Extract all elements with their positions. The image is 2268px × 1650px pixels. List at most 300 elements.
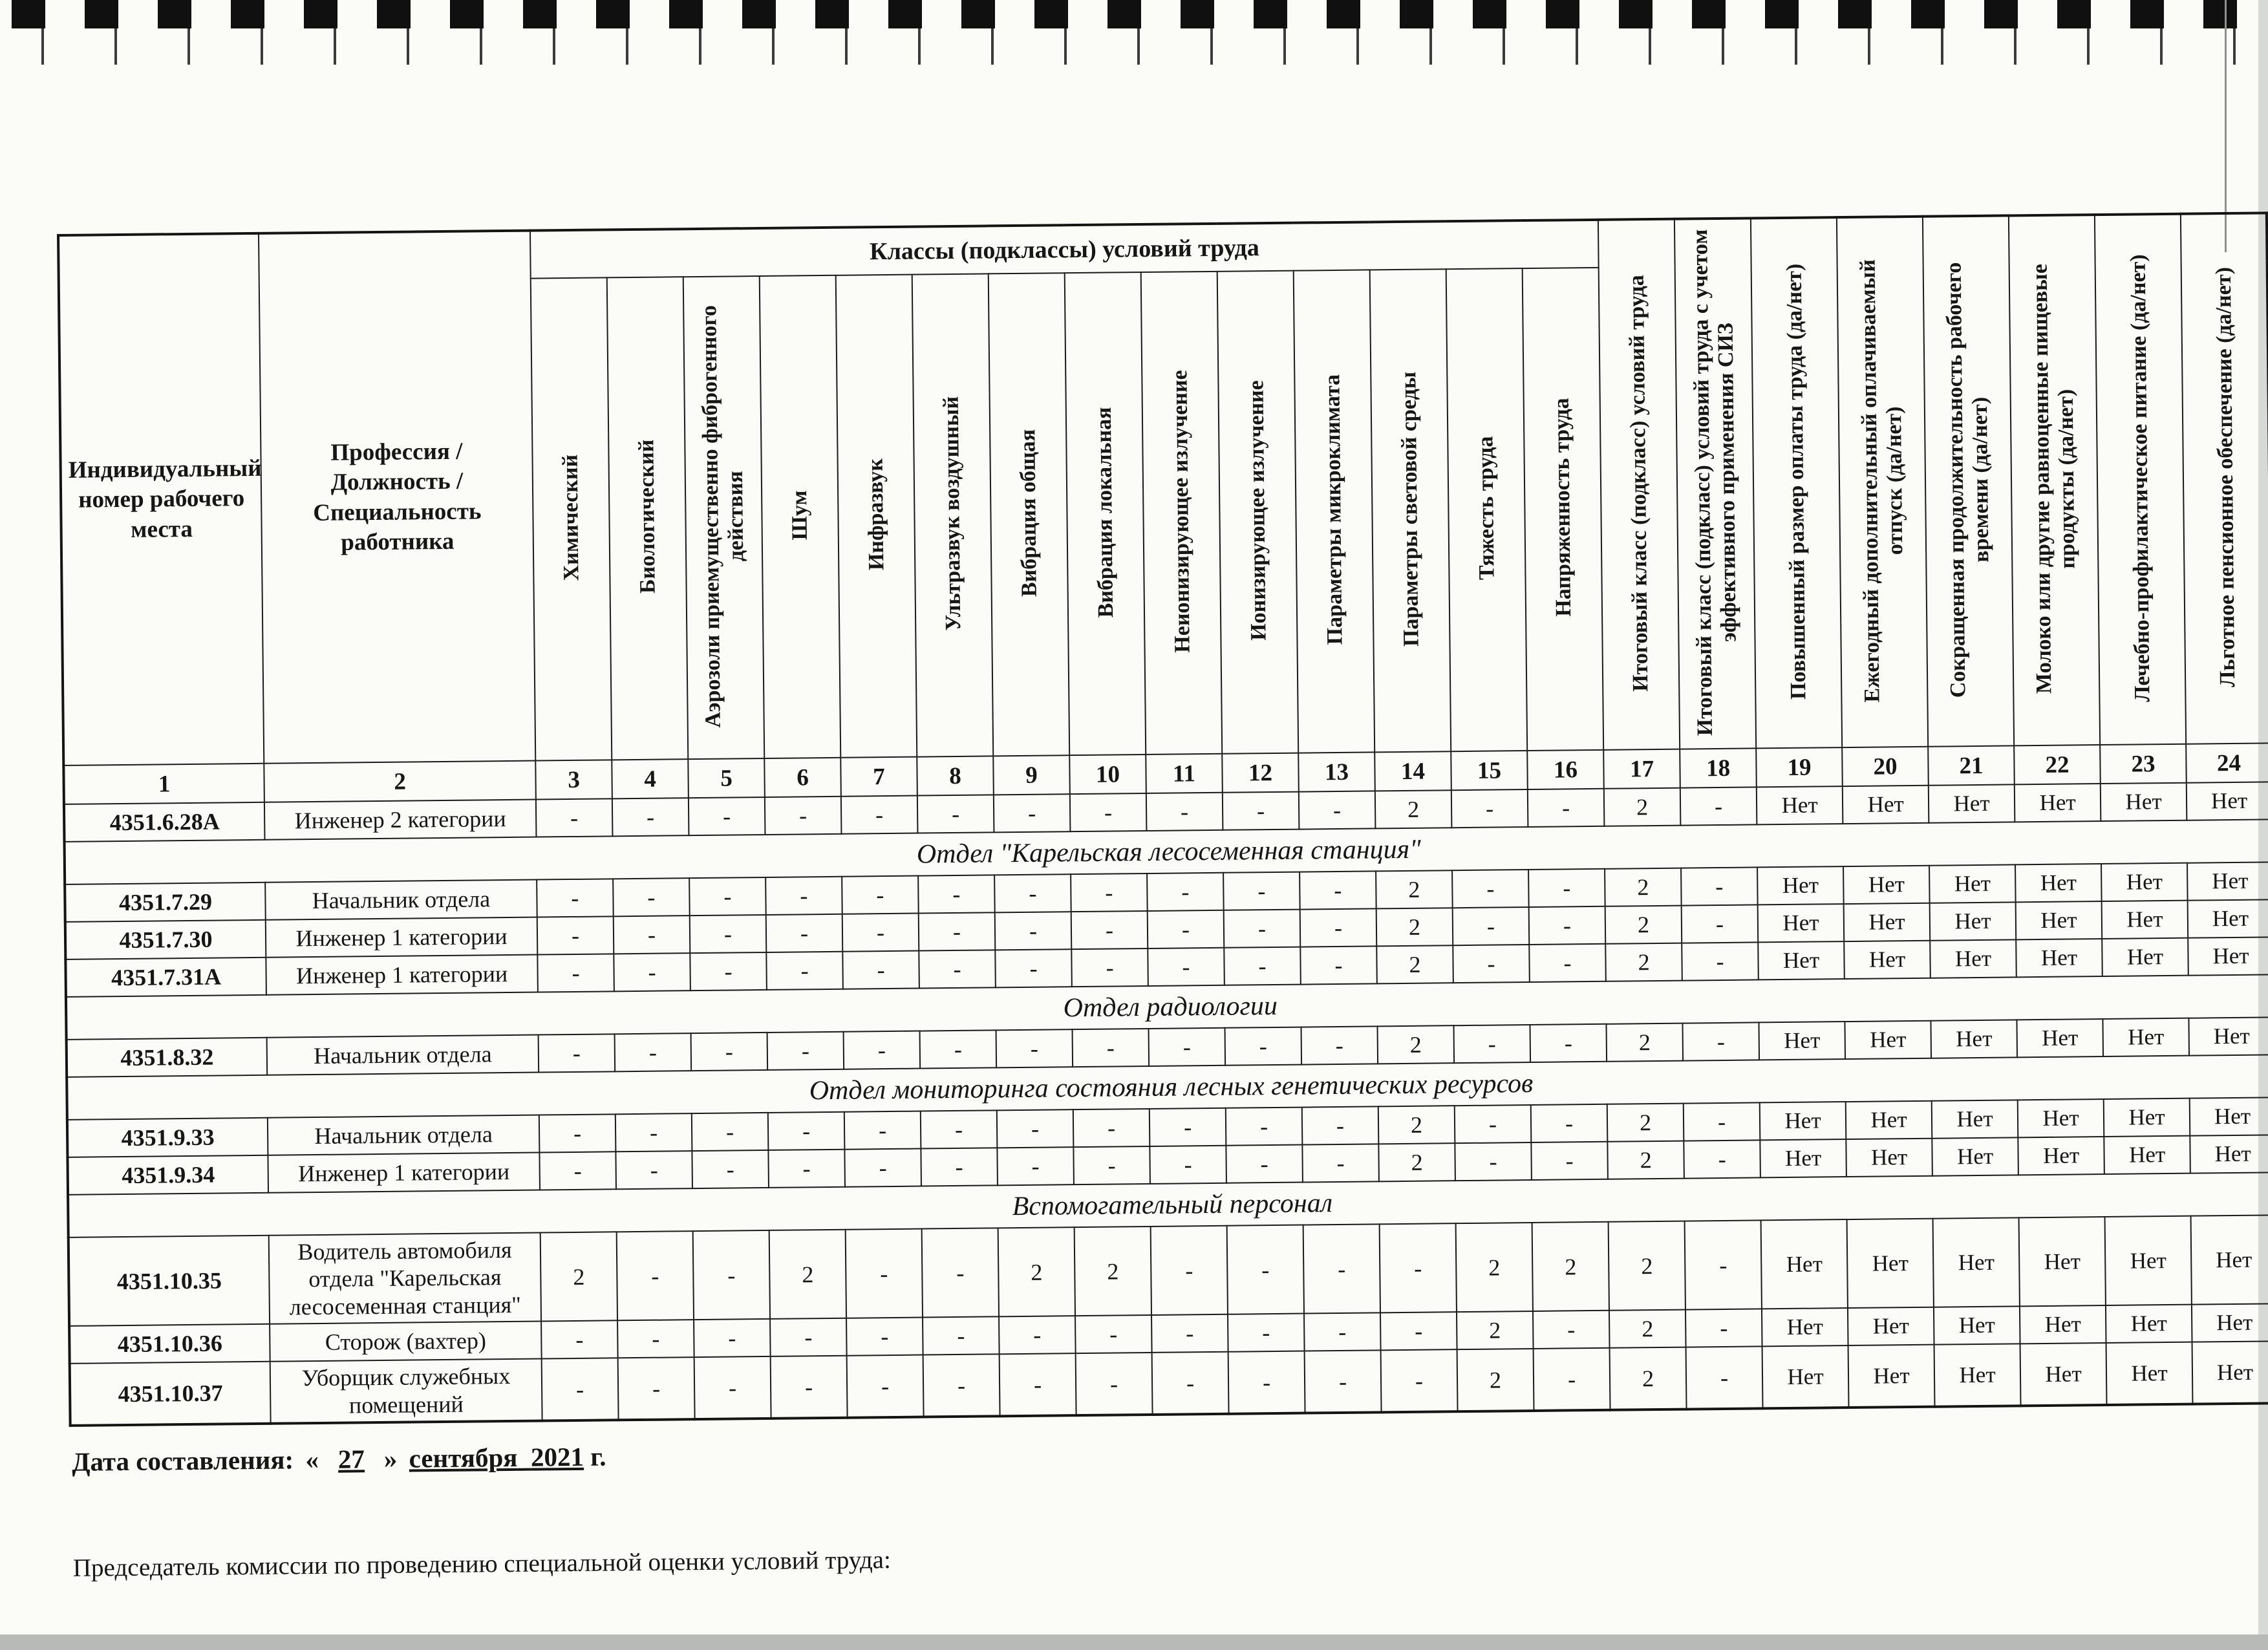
benefit-cell: Нет — [1843, 786, 1929, 824]
benefit-cell: Нет — [2188, 899, 2268, 938]
class-value-cell: - — [1150, 1108, 1226, 1146]
benefit-cell: Нет — [2019, 1217, 2106, 1307]
class-value-cell: - — [1223, 792, 1300, 830]
column-number-cell: 6 — [764, 758, 841, 797]
benefit-cell: Нет — [1845, 1021, 1932, 1059]
class-value-cell: 2 — [1378, 1025, 1455, 1064]
class-value-cell: - — [1073, 1109, 1150, 1147]
class-value-cell: - — [1684, 1102, 1760, 1141]
benefit-cell: Нет — [1844, 903, 1931, 941]
header-profession: Профессия / Должность / Специальность работника — [259, 231, 535, 764]
class-value-cell: - — [1305, 1351, 1382, 1413]
class-value-cell: - — [541, 1321, 618, 1359]
class-value-cell: - — [1380, 1312, 1457, 1351]
class-value-cell: - — [1452, 870, 1529, 908]
class-value-cell: - — [537, 954, 614, 992]
header-final-class: Итоговый класс (подкласс) условий труда — [1598, 219, 1680, 750]
class-value-cell: - — [842, 876, 919, 914]
class-value-cell: - — [768, 1150, 845, 1188]
benefit-cell: Нет — [2189, 1017, 2268, 1055]
class-value-cell: 2 — [1376, 870, 1453, 908]
class-value-cell: - — [1071, 911, 1148, 949]
class-value-cell: - — [999, 1316, 1076, 1355]
workplace-id-cell: 4351.8.32 — [67, 1038, 268, 1077]
class-value-cell: - — [1380, 1223, 1457, 1313]
benefit-cell: Нет — [1934, 1307, 2020, 1345]
workplace-id-cell: 4351.10.35 — [69, 1236, 270, 1327]
profession-cell: Инженер 1 категории — [266, 955, 538, 995]
class-value-cell: - — [615, 1151, 692, 1189]
class-value-cell: - — [615, 1033, 692, 1071]
column-number-cell: 24 — [2186, 743, 2268, 782]
column-number-cell: 9 — [993, 755, 1070, 795]
class-value-cell: 2 — [1607, 1104, 1684, 1142]
class-value-cell: - — [995, 949, 1072, 987]
class-value-cell: 2 — [1456, 1223, 1533, 1312]
class-value-cell: - — [920, 1030, 997, 1068]
header-reduced-hours: Сокращенная продолжительность рабочего времени (да/нет) — [1923, 215, 2014, 746]
class-value-cell: - — [1228, 1351, 1305, 1414]
class-value-cell: - — [765, 877, 842, 915]
header-vibration-local: Вибрация локальная — [1065, 272, 1146, 755]
class-value-cell: - — [617, 1231, 694, 1321]
class-value-cell: - — [1451, 789, 1528, 828]
class-value-cell: 2 — [769, 1230, 846, 1320]
scan-bottom-edge — [0, 1634, 2268, 1650]
class-value-cell: 2 — [1607, 1141, 1684, 1179]
profession-cell: Инженер 1 категории — [268, 1153, 540, 1193]
class-value-cell: - — [1453, 907, 1530, 945]
benefit-cell: Нет — [2016, 901, 2102, 939]
class-value-cell: - — [1534, 1348, 1610, 1411]
class-value-cell: 2 — [1610, 1347, 1687, 1410]
sout-results-table — [57, 211, 2268, 1427]
workplace-id-cell: 4351.6.28А — [64, 802, 265, 842]
header-infrasound: Инфразвук — [836, 275, 917, 758]
class-value-cell: - — [539, 1034, 615, 1072]
header-nonionizing-radiation: Неионизирующее излучение — [1141, 272, 1223, 755]
benefit-cell: Нет — [2106, 1305, 2192, 1343]
benefit-cell: Нет — [1848, 1307, 1934, 1345]
benefit-cell: Нет — [1757, 786, 1843, 824]
profession-cell: Сторож (вахтер) — [270, 1322, 542, 1362]
benefit-cell: Нет — [2104, 1136, 2190, 1174]
class-value-cell: - — [1381, 1350, 1458, 1413]
class-value-cell: - — [1146, 793, 1223, 831]
class-value-cell: - — [766, 952, 843, 990]
class-value-cell: - — [1531, 1142, 1608, 1180]
benefit-cell: Нет — [2103, 1018, 2190, 1056]
class-value-cell: - — [689, 877, 766, 916]
class-value-cell: - — [537, 879, 614, 917]
column-number-cell: 13 — [1298, 752, 1375, 791]
class-value-cell: - — [691, 1033, 768, 1071]
class-value-cell: - — [1148, 948, 1225, 986]
class-value-cell: 2 — [1532, 1222, 1609, 1312]
class-value-cell: - — [612, 798, 689, 836]
class-value-cell: - — [1148, 910, 1225, 948]
class-value-cell: - — [689, 797, 765, 835]
benefit-cell: Нет — [2018, 1099, 2104, 1137]
class-value-cell: - — [1530, 1024, 1607, 1062]
header-labor-intensity: Напряженность труда — [1523, 268, 1604, 751]
class-value-cell: - — [844, 1149, 921, 1187]
class-value-cell: 2 — [1375, 790, 1452, 828]
class-value-cell: 2 — [1609, 1221, 1685, 1311]
header-final-class-siz: Итоговый класс (подкласс) условий труда с учетом эффективного применения СИЗ — [1674, 218, 1756, 749]
column-number-cell: 21 — [1928, 745, 2015, 785]
benefit-cell: Нет — [1847, 1219, 1934, 1309]
class-value-cell: 2 — [1376, 908, 1453, 946]
benefit-cell: Нет — [2190, 1135, 2268, 1173]
class-value-cell: - — [1533, 1311, 1610, 1349]
class-value-cell: - — [542, 1358, 619, 1421]
benefit-cell: Нет — [2188, 937, 2268, 975]
class-value-cell: - — [1684, 1140, 1760, 1178]
class-value-cell: - — [1455, 1105, 1532, 1143]
class-value-cell: - — [690, 915, 767, 953]
class-value-cell: - — [917, 795, 994, 833]
class-value-cell: - — [922, 1228, 999, 1318]
profession-cell: Начальник отдела — [267, 1035, 539, 1075]
header-additional-leave: Ежегодный дополнительный оплачиваемый отпуск (да/нет) — [1837, 217, 1928, 747]
header-light-environment: Параметры световой среды — [1370, 269, 1451, 752]
benefit-cell: Нет — [1843, 866, 1930, 904]
chairman-line: Председатель комиссии по проведению специальной оценки условий труда: — [72, 1546, 892, 1583]
benefit-cell: Нет — [1932, 1100, 2018, 1138]
class-value-cell: 2 — [998, 1227, 1075, 1317]
class-value-cell: - — [842, 914, 919, 952]
class-value-cell: 2 — [540, 1232, 617, 1322]
class-value-cell: - — [694, 1319, 771, 1357]
class-value-cell: - — [1224, 910, 1301, 948]
class-value-cell: - — [1680, 787, 1757, 825]
class-value-cell: - — [766, 914, 843, 952]
class-value-cell: 2 — [1605, 868, 1682, 906]
class-value-cell: - — [1685, 1309, 1762, 1347]
header-milk-products: Молоко или другие равноценные пищевые продукты (да/нет) — [2009, 215, 2100, 745]
benefit-cell: Нет — [2104, 1098, 2190, 1137]
class-value-cell: - — [690, 952, 767, 991]
workplace-id-cell: 4351.10.36 — [69, 1324, 270, 1364]
benefit-cell: Нет — [1930, 939, 2017, 978]
class-value-cell: - — [539, 1152, 616, 1190]
class-value-cell: - — [1223, 872, 1300, 910]
class-value-cell: - — [771, 1356, 848, 1419]
class-value-cell: - — [1686, 1347, 1763, 1409]
class-value-cell: - — [1682, 905, 1759, 943]
section-header: Отдел мониторинга состояния лесных генетических ресурсов — [67, 1055, 2268, 1120]
class-value-cell: - — [1681, 867, 1758, 905]
class-value-cell: - — [1071, 948, 1148, 987]
profession-cell: Инженер 1 категории — [266, 917, 538, 958]
class-value-cell: - — [919, 950, 996, 988]
class-value-cell: - — [1531, 1104, 1608, 1142]
benefit-cell: Нет — [2101, 863, 2188, 901]
class-value-cell: - — [613, 878, 690, 916]
column-number-cell: 12 — [1222, 753, 1299, 793]
benefit-cell: Нет — [2191, 1215, 2268, 1305]
class-value-cell: - — [1226, 1145, 1303, 1183]
class-value-cell: - — [765, 797, 842, 835]
class-value-cell: - — [923, 1355, 1000, 1417]
class-value-cell: 2 — [1378, 1106, 1455, 1144]
header-labor-severity: Тяжесть труда — [1446, 268, 1528, 751]
class-value-cell: - — [997, 1147, 1074, 1185]
class-value-cell: - — [841, 796, 918, 834]
benefit-cell: Нет — [2102, 938, 2188, 976]
column-number-cell: 7 — [840, 757, 917, 797]
benefit-cell: Нет — [1929, 784, 2015, 822]
class-value-cell: - — [1300, 946, 1377, 984]
profession-cell: Водитель автомобиля отдела "Карельская лесосеменная станция" — [269, 1233, 541, 1325]
class-value-cell: 2 — [1075, 1227, 1151, 1316]
header-preferential-pension: Льготное пенсионное обеспечение (да/нет) — [2181, 213, 2268, 744]
class-value-cell: - — [921, 1148, 998, 1186]
benefit-cell: Нет — [2187, 862, 2268, 900]
class-value-cell: - — [847, 1355, 924, 1418]
column-number-cell: 15 — [1451, 751, 1528, 790]
column-number-cell: 20 — [1842, 747, 1929, 786]
class-value-cell: - — [1528, 789, 1605, 827]
class-value-cell: - — [1304, 1313, 1381, 1351]
class-value-cell: - — [770, 1318, 847, 1356]
class-value-cell: - — [614, 916, 690, 954]
class-value-cell: - — [842, 951, 919, 989]
column-number-cell: 11 — [1146, 754, 1223, 793]
header-vibration-general: Вибрация общая — [989, 273, 1070, 756]
header-biological: Биологический — [607, 277, 689, 760]
class-value-cell: 2 — [1609, 1310, 1686, 1348]
spiral-binding — [0, 0, 2268, 70]
table-body — [64, 782, 2268, 1426]
column-number-cell: 2 — [264, 761, 536, 802]
class-value-cell: - — [1529, 944, 1606, 982]
table-header — [58, 213, 2268, 804]
benefit-cell: Нет — [2018, 1137, 2104, 1175]
benefit-cell: Нет — [2192, 1304, 2268, 1342]
benefit-cell: Нет — [1760, 1102, 1846, 1140]
class-value-cell: - — [1454, 1025, 1531, 1063]
benefit-cell: Нет — [2187, 782, 2268, 820]
workplace-id-cell: 4351.7.30 — [65, 920, 266, 959]
class-value-cell: - — [617, 1320, 694, 1358]
class-value-cell: - — [1151, 1226, 1228, 1316]
benefit-cell: Нет — [2106, 1342, 2193, 1405]
class-value-cell: - — [536, 798, 613, 837]
class-value-cell: - — [1000, 1354, 1076, 1417]
class-value-cell: 2 — [1607, 1023, 1684, 1062]
class-value-cell: 2 — [1457, 1349, 1534, 1411]
class-value-cell: - — [1226, 1108, 1303, 1146]
workplace-id-cell: 4351.9.34 — [67, 1155, 268, 1195]
date-month-year: сентября 2021 — [409, 1442, 584, 1473]
header-workplace-id: Индивидуальный номер рабочего места — [58, 233, 264, 766]
document-page — [57, 211, 2268, 1583]
class-value-cell: - — [1151, 1314, 1228, 1353]
benefit-cell: Нет — [2102, 901, 2188, 939]
class-value-cell: - — [1300, 908, 1377, 947]
header-ultrasound: Ультразвук воздушный — [912, 273, 994, 756]
header-ionizing-radiation: Ионизирующее излучение — [1217, 271, 1299, 754]
benefit-cell: Нет — [1844, 941, 1931, 979]
benefit-cell: Нет — [2017, 1019, 2104, 1057]
column-number-cell: 4 — [612, 759, 689, 798]
class-value-cell: - — [1224, 947, 1301, 985]
class-value-cell: - — [1073, 1146, 1150, 1184]
class-value-cell: - — [1685, 1220, 1762, 1310]
header-noise: Шум — [760, 275, 841, 758]
class-value-cell: - — [1301, 1026, 1378, 1064]
benefit-cell: Нет — [2016, 939, 2102, 977]
workplace-id-cell: 4351.7.29 — [65, 883, 266, 922]
benefit-cell: Нет — [2020, 1343, 2107, 1406]
column-number-cell: 14 — [1375, 751, 1451, 791]
workplace-id-cell: 4351.7.31А — [65, 958, 266, 997]
section-header: Отдел "Карельская лесосеменная станция" — [65, 819, 2268, 884]
profession-cell: Уборщик служебных помещений — [270, 1359, 542, 1424]
benefit-cell: Нет — [2192, 1342, 2268, 1404]
class-value-cell: - — [1453, 945, 1530, 983]
class-value-cell: - — [1070, 793, 1147, 831]
benefit-cell: Нет — [1931, 1020, 2018, 1058]
header-microclimate: Параметры микроклимата — [1294, 270, 1375, 753]
class-value-cell: - — [995, 912, 1072, 950]
benefit-cell: Нет — [1846, 1101, 1932, 1139]
class-value-cell: - — [1529, 906, 1606, 945]
class-value-cell: - — [844, 1111, 921, 1150]
class-value-cell: - — [1227, 1225, 1304, 1315]
benefit-cell: Нет — [1760, 1139, 1846, 1177]
class-value-cell: - — [615, 1113, 692, 1152]
column-number-cell: 10 — [1069, 755, 1146, 794]
column-number-cell: 18 — [1680, 748, 1757, 788]
profession-cell: Инженер 2 категории — [264, 800, 537, 840]
benefit-cell: Нет — [1758, 941, 1845, 980]
header-chemical: Химический — [531, 277, 612, 760]
header-aerosols: Аэрозоли приемущественно фиброгенного действия — [683, 276, 765, 759]
class-value-cell: - — [693, 1230, 770, 1320]
benefit-cell: Нет — [1762, 1308, 1848, 1346]
header-preventive-nutrition: Лечебно-профилактическое питание (да/нет) — [2095, 214, 2186, 745]
class-value-cell: - — [994, 794, 1071, 832]
header-increased-pay: Повышенный размер оплаты труда (да/нет) — [1751, 217, 1842, 748]
benefit-cell: Нет — [1762, 1345, 1849, 1408]
benefit-cell: Нет — [2101, 783, 2187, 821]
class-value-cell: - — [1300, 871, 1376, 909]
class-value-cell: - — [1299, 791, 1376, 829]
open-quote: « — [305, 1444, 319, 1475]
workplace-id-cell: 4351.9.33 — [67, 1118, 268, 1157]
class-value-cell: - — [692, 1150, 769, 1188]
column-number-cell: 3 — [535, 760, 612, 799]
class-value-cell: - — [692, 1113, 769, 1151]
class-value-cell: - — [768, 1112, 845, 1150]
class-value-cell: - — [1302, 1144, 1379, 1182]
column-number-cell: 8 — [917, 756, 994, 795]
class-value-cell: - — [694, 1356, 771, 1419]
class-value-cell: - — [767, 1032, 844, 1070]
class-value-cell: 2 — [1378, 1143, 1455, 1181]
header-classes-group: Классы (подклассы) условий труда — [530, 220, 1599, 279]
column-number-cell: 5 — [688, 758, 765, 798]
date-day: 27 — [337, 1444, 365, 1475]
class-value-cell: - — [996, 1029, 1073, 1067]
profession-cell: Начальник отдела — [268, 1115, 540, 1155]
benefit-cell: Нет — [1933, 1217, 2020, 1307]
class-value-cell: - — [1152, 1352, 1229, 1415]
benefit-cell: Нет — [1929, 864, 2016, 903]
class-value-cell: - — [997, 1109, 1074, 1148]
class-value-cell: - — [923, 1317, 1000, 1355]
class-value-cell: - — [537, 916, 614, 954]
profession-cell: Начальник отдела — [265, 880, 537, 920]
section-header: Вспомогательный персонал — [68, 1172, 2268, 1238]
benefit-cell: Нет — [1846, 1139, 1932, 1177]
benefit-cell: Нет — [1848, 1345, 1935, 1408]
workplace-id-cell: 4351.10.37 — [70, 1362, 271, 1426]
class-value-cell: - — [539, 1114, 616, 1152]
benefit-cell: Нет — [1757, 866, 1844, 905]
date-suffix: г. — [590, 1441, 606, 1472]
benefit-cell: Нет — [2190, 1097, 2268, 1135]
close-quote: » — [383, 1444, 398, 1474]
class-value-cell: - — [994, 874, 1071, 912]
class-value-cell: - — [1683, 1022, 1760, 1060]
benefit-cell: Нет — [2020, 1305, 2106, 1344]
column-number-cell: 1 — [63, 764, 264, 804]
class-value-cell: - — [1228, 1314, 1305, 1352]
class-value-cell: - — [1076, 1353, 1153, 1415]
section-header: Отдел радиологии — [66, 974, 2268, 1040]
class-value-cell: 2 — [1605, 943, 1682, 981]
class-value-cell: - — [1075, 1315, 1152, 1353]
class-value-cell: - — [618, 1358, 695, 1420]
column-number-cell: 19 — [1756, 747, 1843, 787]
benefit-cell: Нет — [2015, 864, 2102, 902]
class-value-cell: - — [1073, 1029, 1150, 1067]
class-value-cell: - — [1225, 1027, 1302, 1066]
class-value-cell: - — [1149, 1028, 1226, 1066]
column-number-cell: 22 — [2014, 745, 2101, 784]
column-number-cell: 16 — [1527, 750, 1604, 789]
benefit-cell: Нет — [1761, 1219, 1848, 1309]
class-value-cell: - — [1528, 869, 1605, 907]
class-value-cell: - — [1071, 873, 1148, 912]
benefit-cell: Нет — [1930, 902, 2017, 940]
column-number-cell: 17 — [1603, 749, 1680, 789]
class-value-cell: - — [1682, 942, 1759, 980]
benefit-cell: Нет — [2015, 784, 2101, 822]
class-value-cell: 2 — [1604, 788, 1681, 826]
class-value-cell: - — [846, 1229, 923, 1319]
benefit-cell: Нет — [1759, 1022, 1846, 1060]
class-value-cell: - — [1455, 1142, 1532, 1181]
class-value-cell: - — [844, 1031, 921, 1069]
class-value-cell: 2 — [1605, 906, 1682, 944]
class-value-cell: 2 — [1376, 945, 1453, 983]
class-value-cell: - — [919, 912, 996, 950]
benefit-cell: Нет — [1934, 1344, 2021, 1407]
date-line — [72, 1424, 2268, 1478]
class-value-cell: - — [1302, 1106, 1379, 1144]
column-number-cell: 23 — [2100, 744, 2187, 784]
date-label: Дата составления: — [71, 1444, 294, 1477]
class-value-cell: - — [1147, 873, 1224, 911]
class-value-cell: - — [918, 875, 995, 913]
class-value-cell: 2 — [1457, 1311, 1534, 1349]
benefit-cell: Нет — [2105, 1216, 2192, 1306]
